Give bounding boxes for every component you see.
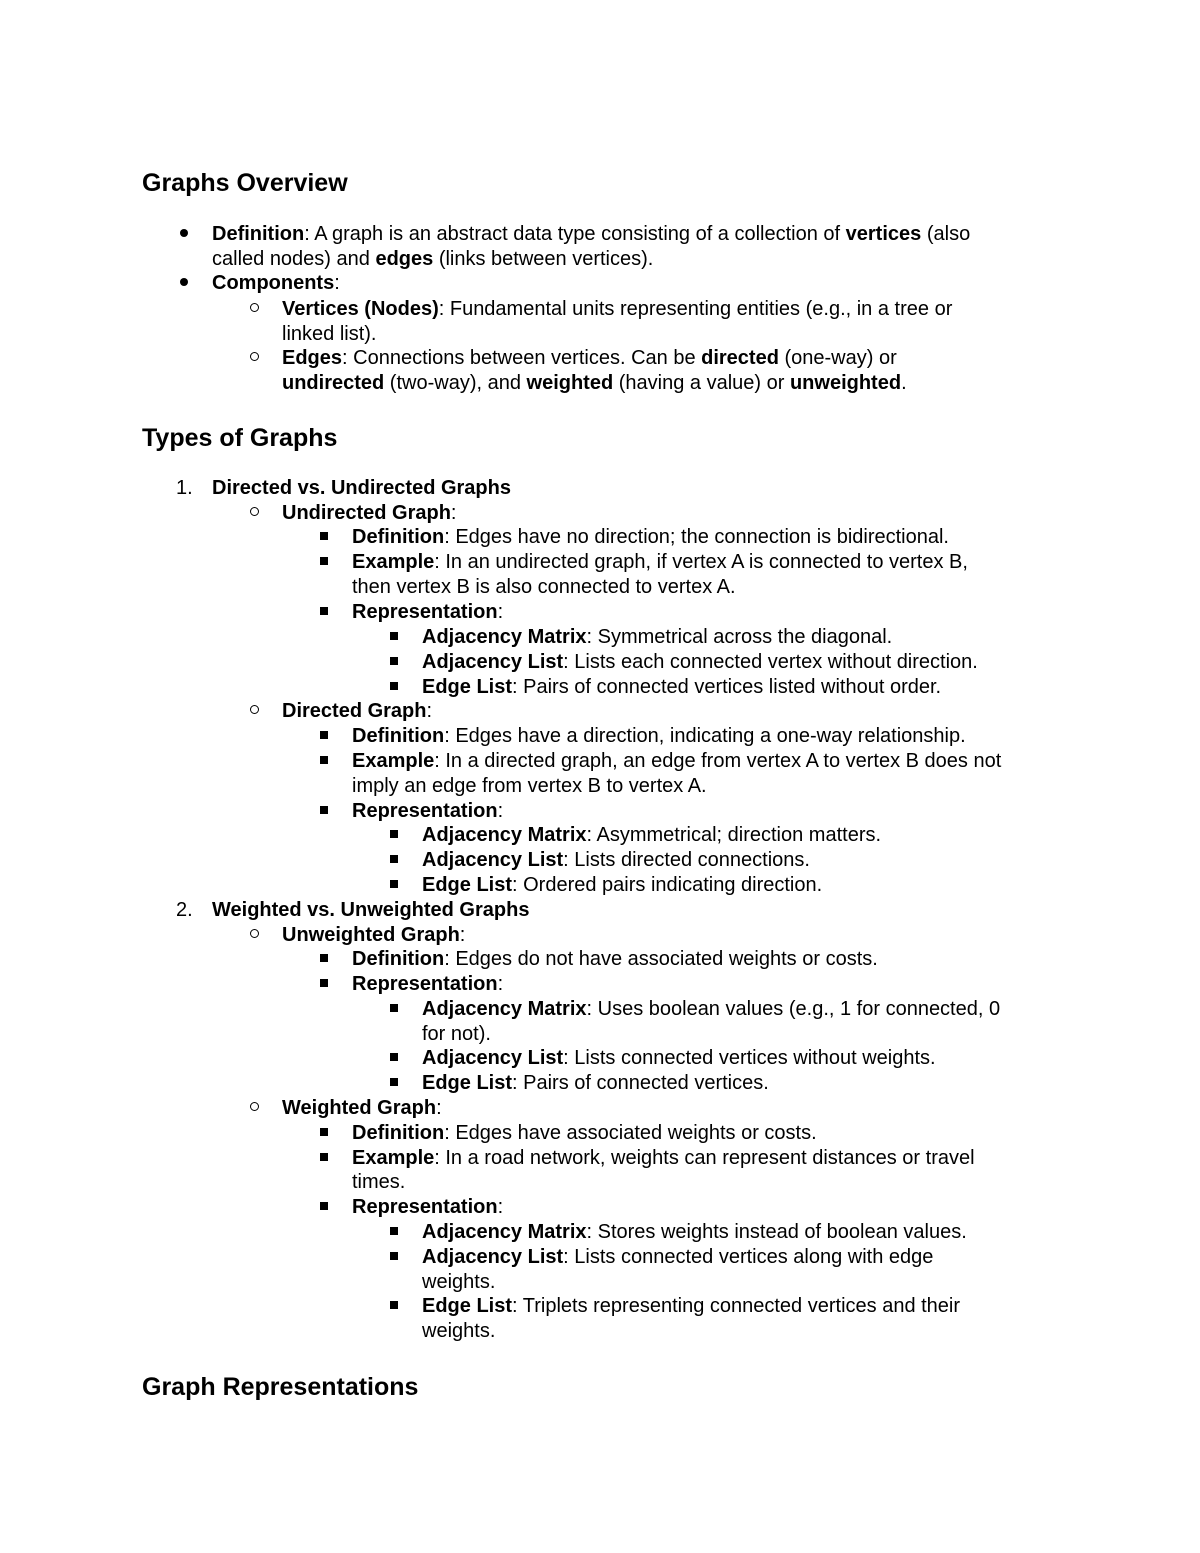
- weighted-example-line-2: times.: [352, 1171, 406, 1193]
- unweighted-graph-label: Unweighted Graph:: [282, 924, 466, 946]
- bullet-square-icon: [318, 749, 344, 774]
- directed-representation: Representation:: [352, 800, 504, 822]
- bullet-circle-icon: [248, 1096, 274, 1121]
- section-heading-representations: Graph Representations: [142, 1373, 419, 1401]
- bullet-square-icon: [388, 1046, 414, 1071]
- overview-definition-line-1: Definition: A graph is an abstract data type consisting of a collection of vertices (also: [212, 223, 971, 245]
- bullet-circle-icon: [248, 501, 274, 526]
- undirected-adjacency-list: Adjacency List: Lists each connected vertex without direction.: [422, 651, 978, 673]
- directed-example-line-2: imply an edge from vertex B to vertex A.: [352, 775, 707, 797]
- bullet-disc-icon: [178, 222, 204, 247]
- undirected-example-line-1: Example: In an undirected graph, if vertex A is connected to vertex B,: [352, 551, 968, 573]
- bullet-square-icon: [318, 972, 344, 997]
- directed-edge-list: Edge List: Ordered pairs indicating direction.: [422, 874, 823, 896]
- bullet-square-icon: [318, 724, 344, 749]
- weighted-graph-label: Weighted Graph:: [282, 1097, 442, 1119]
- directed-graph-label: Directed Graph:: [282, 700, 433, 722]
- overview-edges-line-2: undirected (two-way), and weighted (having a value) or unweighted.: [282, 372, 907, 394]
- bullet-square-icon: [388, 1071, 414, 1096]
- bullet-square-icon: [388, 1294, 414, 1319]
- unweighted-edge-list: Edge List: Pairs of connected vertices.: [422, 1072, 769, 1094]
- overview-components-line: Components:: [212, 272, 340, 294]
- unweighted-adjacency-list: Adjacency List: Lists connected vertices without weights.: [422, 1047, 936, 1069]
- bullet-square-icon: [388, 848, 414, 873]
- undirected-graph-label: Undirected Graph:: [282, 502, 457, 524]
- bullet-square-icon: [388, 1245, 414, 1270]
- bullet-square-icon: [388, 1220, 414, 1245]
- unweighted-adjacency-matrix-line-1: Adjacency Matrix: Uses boolean values (e.g., 1 for connected, 0: [422, 998, 1001, 1020]
- overview-vertices-line-1: Vertices (Nodes): Fundamental units representing entities (e.g., in a tree or: [282, 298, 953, 320]
- bullet-square-icon: [388, 997, 414, 1022]
- bullet-square-icon: [388, 625, 414, 650]
- bullet-square-icon: [318, 550, 344, 575]
- list-number: 2.: [176, 899, 193, 921]
- directed-adjacency-list: Adjacency List: Lists directed connections.: [422, 849, 810, 871]
- bullet-square-icon: [318, 947, 344, 972]
- bullet-square-icon: [388, 650, 414, 675]
- unweighted-representation: Representation:: [352, 973, 504, 995]
- weighted-example-line-1: Example: In a road network, weights can represent distances or travel: [352, 1147, 975, 1169]
- bullet-square-icon: [388, 823, 414, 848]
- bullet-square-icon: [318, 1146, 344, 1171]
- unweighted-adjacency-matrix-line-2: for not).: [422, 1023, 491, 1045]
- section-heading-types: Types of Graphs: [142, 424, 338, 452]
- undirected-example-line-2: then vertex B is also connected to vertex A.: [352, 576, 736, 598]
- directed-adjacency-matrix: Adjacency Matrix: Asymmetrical; direction matters.: [422, 824, 882, 846]
- bullet-circle-icon: [248, 297, 274, 322]
- bullet-square-icon: [318, 525, 344, 550]
- bullet-square-icon: [318, 799, 344, 824]
- list-number: 1.: [176, 477, 193, 499]
- types-item-1-title: Directed vs. Undirected Graphs: [212, 477, 511, 499]
- bullet-square-icon: [318, 1195, 344, 1220]
- weighted-definition: Definition: Edges have associated weights or costs.: [352, 1122, 817, 1144]
- bullet-square-icon: [388, 873, 414, 898]
- weighted-edge-list-line-2: weights.: [422, 1320, 496, 1342]
- bullet-circle-icon: [248, 923, 274, 948]
- directed-definition: Definition: Edges have a direction, indicating a one-way relationship.: [352, 725, 966, 747]
- weighted-adjacency-matrix: Adjacency Matrix: Stores weights instead of boolean values.: [422, 1221, 967, 1243]
- bullet-square-icon: [318, 600, 344, 625]
- weighted-adjacency-list-line-2: weights.: [422, 1271, 496, 1293]
- overview-vertices-line-2: linked list).: [282, 323, 377, 345]
- unweighted-definition: Definition: Edges do not have associated weights or costs.: [352, 948, 878, 970]
- undirected-adjacency-matrix: Adjacency Matrix: Symmetrical across the diagonal.: [422, 626, 893, 648]
- overview-definition-line-2: called nodes) and edges (links between vertices).: [212, 248, 654, 270]
- weighted-edge-list-line-1: Edge List: Triplets representing connected vertices and their: [422, 1295, 961, 1317]
- undirected-edge-list: Edge List: Pairs of connected vertices listed without order.: [422, 676, 942, 698]
- overview-edges-line-1: Edges: Connections between vertices. Can be directed (one-way) or: [282, 347, 897, 369]
- undirected-representation: Representation:: [352, 601, 504, 623]
- bullet-circle-icon: [248, 699, 274, 724]
- weighted-representation: Representation:: [352, 1196, 504, 1218]
- bullet-square-icon: [318, 1121, 344, 1146]
- bullet-square-icon: [388, 675, 414, 700]
- weighted-adjacency-list-line-1: Adjacency List: Lists connected vertices along with edge: [422, 1246, 934, 1268]
- types-item-2-title: Weighted vs. Unweighted Graphs: [212, 899, 530, 921]
- directed-example-line-1: Example: In a directed graph, an edge from vertex A to vertex B does not: [352, 750, 1002, 772]
- bullet-circle-icon: [248, 346, 274, 371]
- bullet-disc-icon: [178, 271, 204, 296]
- section-heading-overview: Graphs Overview: [142, 169, 348, 197]
- undirected-definition: Definition: Edges have no direction; the connection is bidirectional.: [352, 526, 949, 548]
